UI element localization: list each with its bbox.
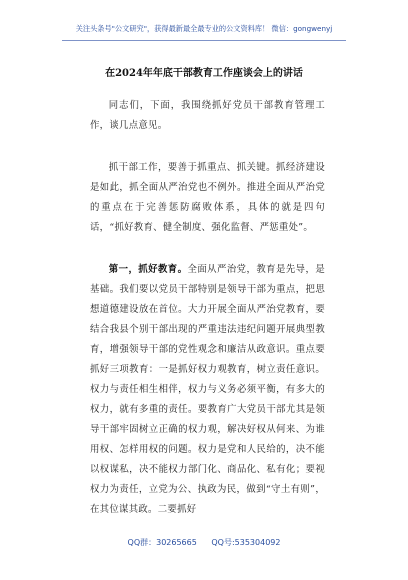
footer-contact: QQ群：30265665 QQ号:535304092 [127,538,281,547]
paragraph-intro [90,96,325,136]
header-promo-text: 关注头条号"公文研究"，获得最新最全最专业的公文资料库！ 微信：gongwenyj [75,24,333,33]
paragraph-text: 同志们，下面，我围绕抓好党员干部教育管理工作，谈几点意见。 [90,100,325,131]
paragraph-text: 抓干部工作，要善于抓重点、抓关键。抓经济建设是如此，抓全面从严治党也不例外。推进全面从严治党的重点在于完善惩防腐败体系，具体的就是四句话，“抓好教育、健全制度、强化监督、严惩重处”。 [90,162,325,233]
document-title: 在2024年年底干部教育工作座谈会上的讲话 [105,68,303,79]
paragraph-education [90,260,325,520]
document-body [90,96,325,520]
header-divider [62,40,346,41]
paragraph-text: 全面从严治党，教育是先导，是基础。我们要以党员干部特别是领导干部为重点，把思想道德建设放在首位。大力开展全面从严治党教育，要结合我县个别干部出现的严重违法违纪问题开展典型教育，增强领导干部的党性观念和廉洁从政意识。重点要抓好三项教育：一是抓好权力观教育，树立责任意识。权力与责任相生相伴，权力与义务必须平衡，有多大的权力，就有多重的责任。要教育广大党员干部尤其是领导干部牢固树立正确的权力观，解决好权从何来、为谁用权、怎样用权的问题。权力是党和人民给的，决不能以权谋私，决不能权力部门化、商品化、私有化；要视权力为责任，立党为公、执政为民，做到“守土有则”，在其位谋其政。二要抓好 [90,264,326,515]
paragraph-lead: 第一，抓好教育。 [108,264,188,275]
paragraph-key-points [90,158,325,238]
